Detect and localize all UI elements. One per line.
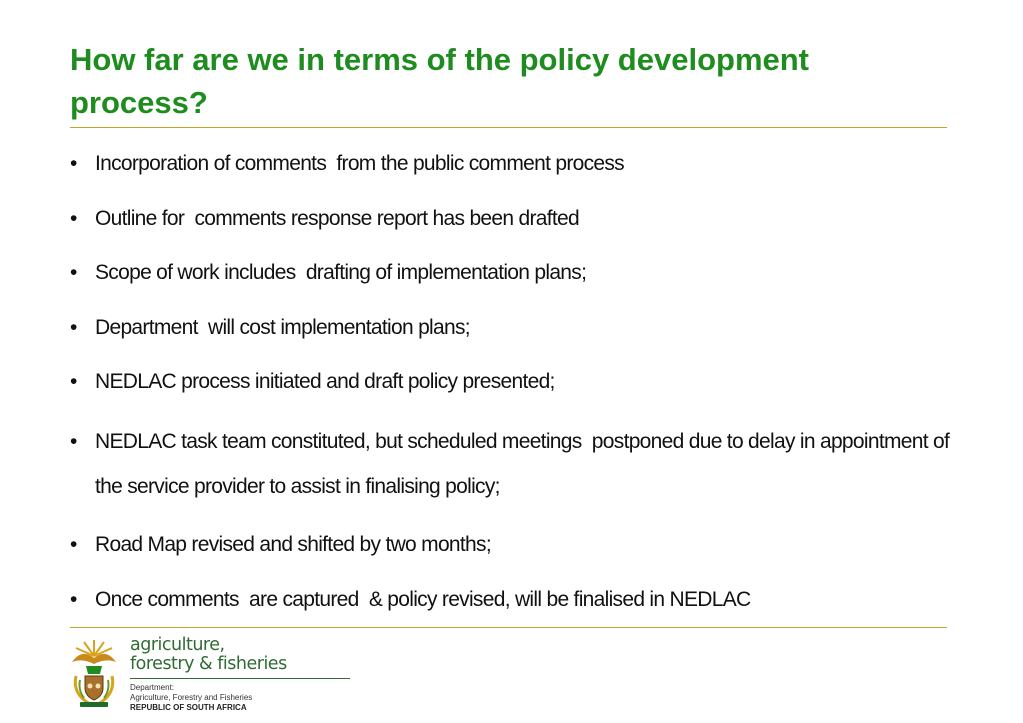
list-item <box>70 582 950 618</box>
list-item <box>70 419 955 509</box>
slide-title: How far are we in terms of the policy development process? <box>70 42 810 120</box>
brand-line-2: forestry & fisheries <box>130 654 287 674</box>
coat-of-arms-icon <box>66 636 122 710</box>
footer-divider <box>70 627 947 628</box>
bullet-icon: • <box>70 429 78 453</box>
title-divider <box>70 127 947 128</box>
bullet-text: Department will cost implementation plans; <box>95 315 470 339</box>
list-item <box>70 146 950 182</box>
bullet-text: NEDLAC task team constituted, but scheduled meetings postponed due to delay in appointment of the service provider to assist in finalising policy; <box>95 429 955 498</box>
bullet-text: Once comments are captured & policy revised, will be finalised in NEDLAC <box>95 587 751 611</box>
bullet-text: NEDLAC process initiated and draft policy presented; <box>95 370 555 393</box>
bullet-text: Scope of work includes drafting of implementation plans; <box>95 261 587 284</box>
bullet-icon: • <box>70 315 78 339</box>
department-brand <box>130 636 360 713</box>
bullet-text: Road Map revised and shifted by two months; <box>95 533 491 556</box>
bullet-icon: • <box>70 261 78 284</box>
footer-logo <box>66 636 366 716</box>
list-item <box>70 310 950 346</box>
bullet-text: Incorporation of comments from the public comment process <box>95 152 624 175</box>
bullet-text: Outline for comments response report has been drafted <box>95 206 579 230</box>
country-name: REPUBLIC OF SOUTH AFRICA <box>130 703 247 712</box>
bullet-icon: • <box>70 533 78 556</box>
bullet-icon: • <box>70 206 78 230</box>
bullet-icon: • <box>70 152 78 175</box>
department-name: Agriculture, Forestry and Fisheries <box>130 693 253 702</box>
department-label: Department: <box>130 683 175 692</box>
bullet-icon: • <box>70 587 78 611</box>
list-item <box>70 527 950 563</box>
bullet-list <box>70 146 955 636</box>
list-item <box>70 201 950 237</box>
list-item <box>70 255 950 291</box>
bullet-icon: • <box>70 370 78 393</box>
brand-line-1: agriculture, <box>130 635 225 655</box>
list-item <box>70 364 950 400</box>
brand-divider <box>130 678 350 679</box>
